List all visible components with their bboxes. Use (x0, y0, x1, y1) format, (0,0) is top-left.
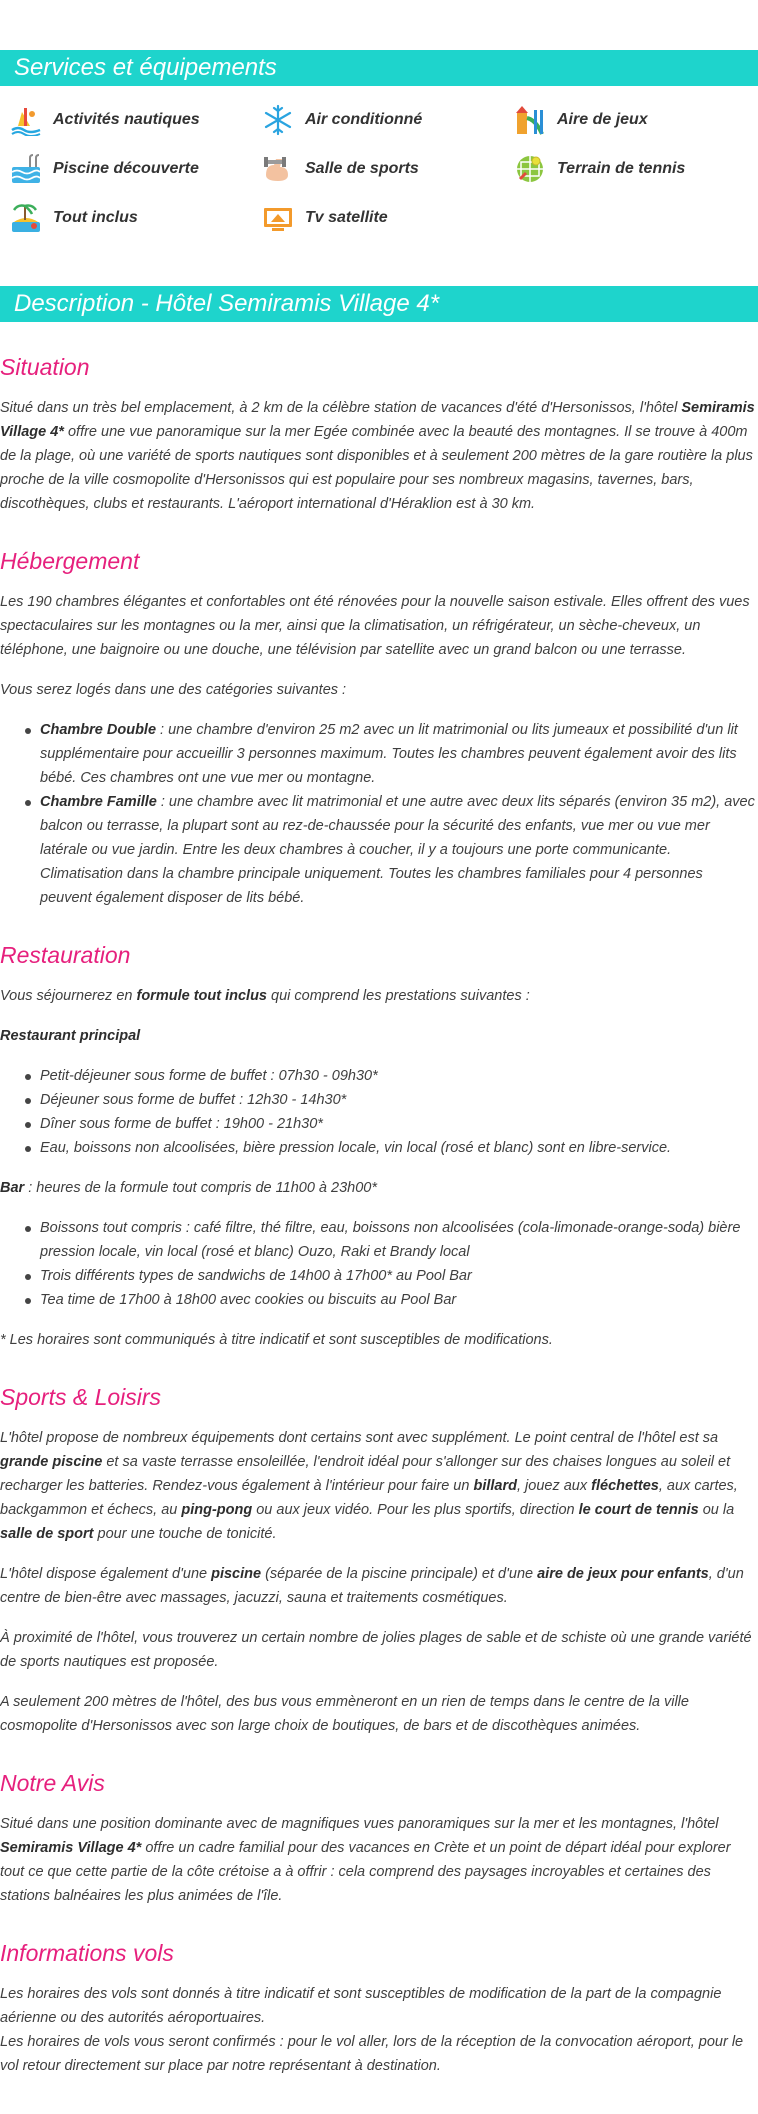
restaurant-list (0, 1064, 758, 1160)
services-banner: Services et équipements (0, 50, 758, 86)
hours-note: * Les horaires sont communiqués à titre indicatif et sont susceptibles de modifications. (0, 1332, 553, 1348)
restaurant-subheading: Restaurant principal (0, 1028, 141, 1044)
list-item: Déjeuner sous forme de buffet : 12h30 - 14h30* (40, 1088, 758, 1112)
hebergement-categories-intro: Vous serez logés dans une des catégories suivantes : (0, 682, 347, 698)
tennis-icon (514, 153, 546, 185)
service-item (262, 202, 514, 234)
service-label: Activités nautiques (53, 111, 200, 128)
list-item: Chambre Double : une chambre d'environ 25 m2 avec un lit matrimonial ou lits jumeaux et possibilité d'un lit supplémentaire pour accueillir 3 personnes maximum. Toutes les chambres peuvent également avoir des lits bébé. Ces chambres ont une vue mer ou montagne. (40, 718, 758, 790)
service-item (10, 202, 262, 234)
avis-paragraph: Situé dans une position dominante avec de magnifiques vues panoramiques sur la mer et les montagnes, l'hôtel Semiramis Village 4* offre un cadre familial pour des vacances en Crète et un point de départ idéal pour explorer tout ce que cette partie de la côte crétoise a à offrir : cela comprend des paysages incroyables et certaines des stations balnéaires les plus animées de l'île. (0, 1816, 731, 1904)
list-item: Tea time de 17h00 à 18h00 avec cookies ou biscuits au Pool Bar (40, 1288, 758, 1312)
bar-list (0, 1216, 758, 1312)
description-banner: Description - Hôtel Semiramis Village 4* (0, 286, 758, 322)
service-label: Tout inclus (53, 209, 138, 226)
vols-paragraph: Les horaires des vols sont donnés à titre indicatif et sont susceptibles de modification de la part de la compagnie aérienne ou des autorités aéroportuaires. Les horaires de vols vous seront confirmés : pour le vol aller, lors de la réception de la convocation aéroport, pour le vol retour directement sur place par notre représentant à destination. (0, 1986, 744, 2074)
service-label: Tv satellite (305, 209, 388, 226)
service-label: Air conditionné (305, 111, 423, 128)
service-label: Piscine découverte (53, 160, 199, 177)
playground-icon (514, 104, 546, 136)
avis-heading: Notre Avis (0, 1770, 105, 1796)
service-label: Salle de sports (305, 160, 419, 177)
room-list (0, 718, 758, 910)
list-item: Eau, boissons non alcoolisées, bière pression locale, vin local (rosé et blanc) sont en libre-service. (40, 1136, 758, 1160)
restauration-intro: Vous séjournerez en formule tout inclus qui comprend les prestations suivantes : (0, 988, 530, 1004)
list-item: Boissons tout compris : café filtre, thé filtre, eau, boissons non alcoolisées (cola-limonade-orange-soda) bière pression locale, vin local (rosé et blanc) Ouzo, Raki et Brandy local (40, 1216, 758, 1264)
hebergement-heading: Hébergement (0, 548, 140, 574)
pool-icon (10, 153, 42, 185)
water-sports-icon (10, 104, 42, 136)
list-item: Dîner sous forme de buffet : 19h00 - 21h30* (40, 1112, 758, 1136)
list-item: Petit-déjeuner sous forme de buffet : 07h30 - 09h30* (40, 1064, 758, 1088)
services-grid (0, 86, 758, 234)
service-label: Aire de jeux (557, 111, 648, 128)
situation-paragraph: Situé dans un très bel emplacement, à 2 km de la célèbre station de vacances d'été d'Hersonissos, l'hôtel Semiramis Village 4* offre une vue panoramique sur la mer Egée combinée avec la beauté des montagnes. Il se trouve à 400m de la plage, où une variété de sports nautiques sont disponibles et à seulement 200 mètres de la gare routière la plus proche de la ville cosmopolite d'Hersonissos qui est populaire pour ses nombreux magasins, tavernes, bars, discothèques, clubs et restaurants. L'aéroport international d'Héraklion est à 30 km. (0, 400, 755, 512)
sports-paragraph: À proximité de l'hôtel, vous trouverez un certain nombre de jolies plages de sable et de schiste où une grande variété de sports nautiques est proposée. (0, 1630, 752, 1670)
list-item: Chambre Famille : une chambre avec lit matrimonial et une autre avec deux lits séparés (environ 35 m2), avec balcon ou terrasse, la plupart sont au rez-de-chaussée pour la sécurité des enfants, vue mer ou vue mer latérale ou vue jardin. Entre les deux chambres à coucher, il y a toujours une porte communicante. Climatisation dans la chambre principale uniquement. Toutes les chambres familiales pour 4 personnes peuvent également disposer de lits bébé. (40, 790, 758, 910)
all-inclusive-icon (10, 202, 42, 234)
list-item: Trois différents types de sandwichs de 14h00 à 17h00* au Pool Bar (40, 1264, 758, 1288)
restauration-heading: Restauration (0, 942, 131, 968)
snowflake-icon (262, 104, 294, 136)
situation-heading: Situation (0, 354, 90, 380)
sports-paragraph: L'hôtel dispose également d'une piscine (séparée de la piscine principale) et d'une aire de jeux pour enfants, d'un centre de bien-être avec massages, jacuzzi, sauna et traitements cosmétiques. (0, 1566, 744, 1606)
service-item (514, 104, 758, 136)
hebergement-paragraph: Les 190 chambres élégantes et confortables ont été rénovées pour la nouvelle saison estivale. Elles offrent des vues spectaculaires sur les montagnes ou la mer, ainsi que la climatisation, un réfrigérateur, un sèche-cheveux, un téléphone, une baignoire ou une douche, une télévision par satellite avec un grand balcon ou une terrasse. (0, 594, 750, 658)
service-item (10, 104, 262, 136)
service-label: Terrain de tennis (557, 160, 686, 177)
service-item (10, 153, 262, 185)
tv-icon (262, 202, 294, 234)
service-item (514, 153, 758, 185)
service-item (262, 153, 514, 185)
gym-icon (262, 153, 294, 185)
vols-heading: Informations vols (0, 1940, 174, 1966)
spacer (0, 234, 758, 286)
sports-paragraph: A seulement 200 mètres de l'hôtel, des bus vous emmèneront en un rien de temps dans le centre de la ville cosmopolite d'Hersonissos avec son large choix de boutiques, de bars et de discothèques animées. (0, 1694, 689, 1734)
sports-paragraph: L'hôtel propose de nombreux équipements dont certains sont avec supplément. Le point central de l'hôtel est sa grande piscine et sa vaste terrasse ensoleillée, l'endroit idéal pour s'allonger sur des chaises longues au soleil et recharger les batteries. Rendez-vous également à l'intérieur pour faire un billard, jouez aux fléchettes, aux cartes, backgammon et échecs, au ping-pong ou aux jeux vidéo. Pour les plus sportifs, direction le court de tennis ou la salle de sport pour une touche de tonicité. (0, 1430, 738, 1542)
bar-hours: Bar : heures de la formule tout compris de 11h00 à 23h00* (0, 1180, 377, 1196)
service-item (262, 104, 514, 136)
sports-heading: Sports & Loisirs (0, 1384, 162, 1410)
